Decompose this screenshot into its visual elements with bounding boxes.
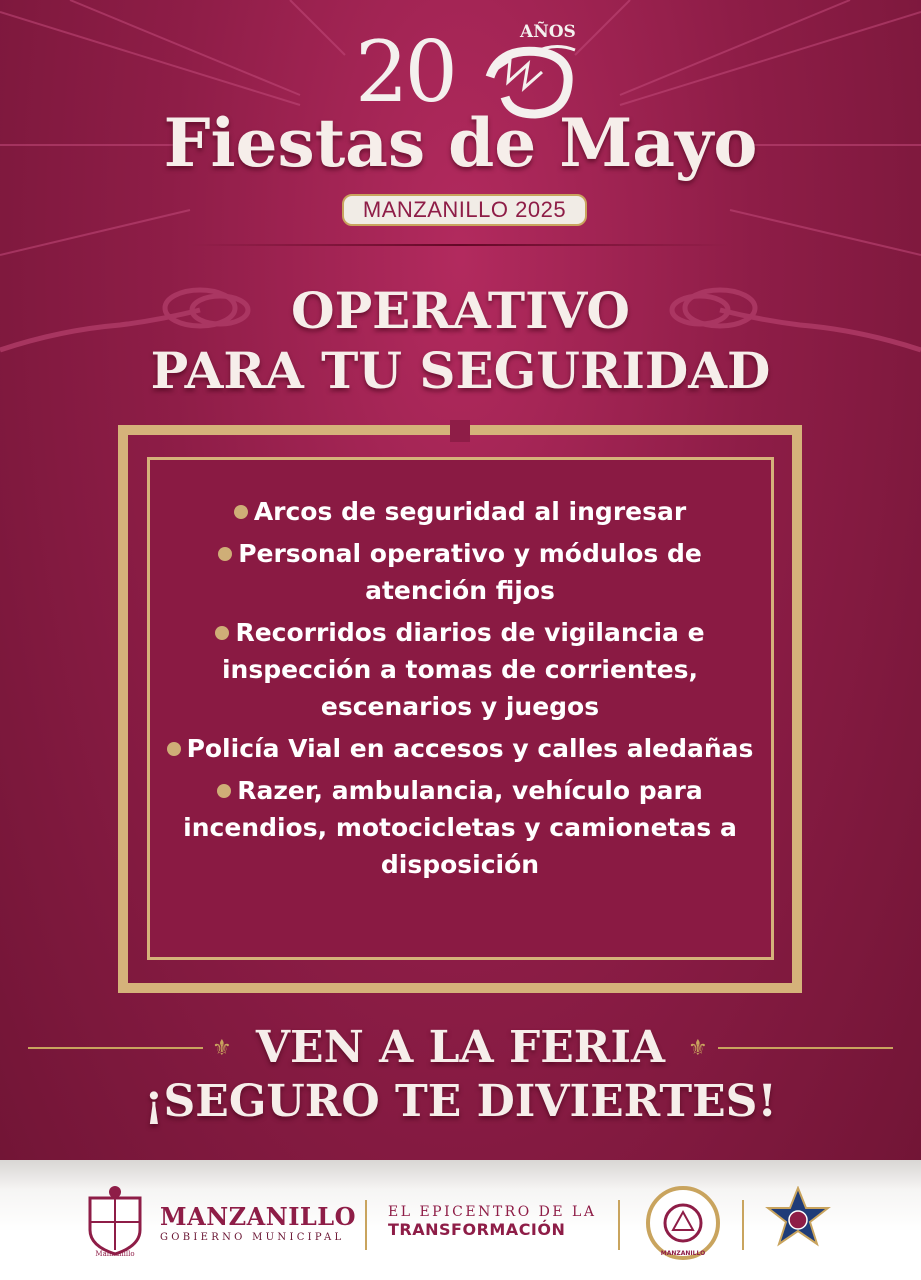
event-title: Fiestas de Mayo xyxy=(163,104,758,182)
police-badge-icon xyxy=(762,1186,834,1258)
municipal-shield-icon xyxy=(82,1184,148,1258)
bullet-icon xyxy=(167,742,181,756)
slogan-line-1: EL EPICENTRO DE LA xyxy=(388,1204,597,1220)
bullet-icon xyxy=(215,626,229,640)
fleur-right-icon: ⚜ xyxy=(688,1036,708,1061)
list-item: Personal operativo y módulos de atención fijos xyxy=(160,535,760,609)
list-item: Recorridos diarios de vigilancia e inspección a tomas de corrientes, escenarios y juegos xyxy=(160,614,760,725)
frame-gap xyxy=(450,420,470,442)
footer-separator xyxy=(618,1200,620,1250)
civil-protection-seal-icon xyxy=(646,1186,720,1260)
list-item: Policía Vial en accesos y calles aledañas xyxy=(160,730,760,767)
header-divider xyxy=(190,244,730,246)
slogan-line-2: TRANSFORMACIÓN xyxy=(388,1220,566,1239)
municipality-subtitle: GOBIERNO MUNICIPAL xyxy=(160,1232,345,1243)
list-item: Razer, ambulancia, vehículo para incendios, motocicletas y camionetas a disposición xyxy=(183,776,737,879)
footer-separator xyxy=(365,1200,367,1250)
cta-line-1: VEN A LA FERIA xyxy=(255,1022,666,1073)
anniversary-number: 20 xyxy=(355,23,454,121)
anniversary-unit: AÑOS xyxy=(520,22,576,42)
fleur-left-icon: ⚜ xyxy=(212,1036,232,1061)
list-item: Arcos de seguridad al ingresar xyxy=(160,493,760,530)
bullet-icon xyxy=(218,547,232,561)
heading-line-2: PARA TU SEGURIDAD xyxy=(150,341,771,400)
civil-protection-city: MANZANILLO xyxy=(660,1250,706,1257)
footer-separator xyxy=(742,1200,744,1250)
city-year-badge: MANZANILLO 2025 xyxy=(342,194,587,226)
shield-caption: Manzanillo xyxy=(95,1250,135,1258)
cta-line-2: ¡SEGURO TE DIVIERTES! xyxy=(144,1076,777,1127)
bullet-icon xyxy=(234,505,248,519)
bullet-icon xyxy=(217,784,231,798)
heading-line-1: OPERATIVO xyxy=(291,281,630,340)
municipality-name: MANZANILLO xyxy=(160,1202,357,1231)
security-measures-list xyxy=(160,493,760,888)
